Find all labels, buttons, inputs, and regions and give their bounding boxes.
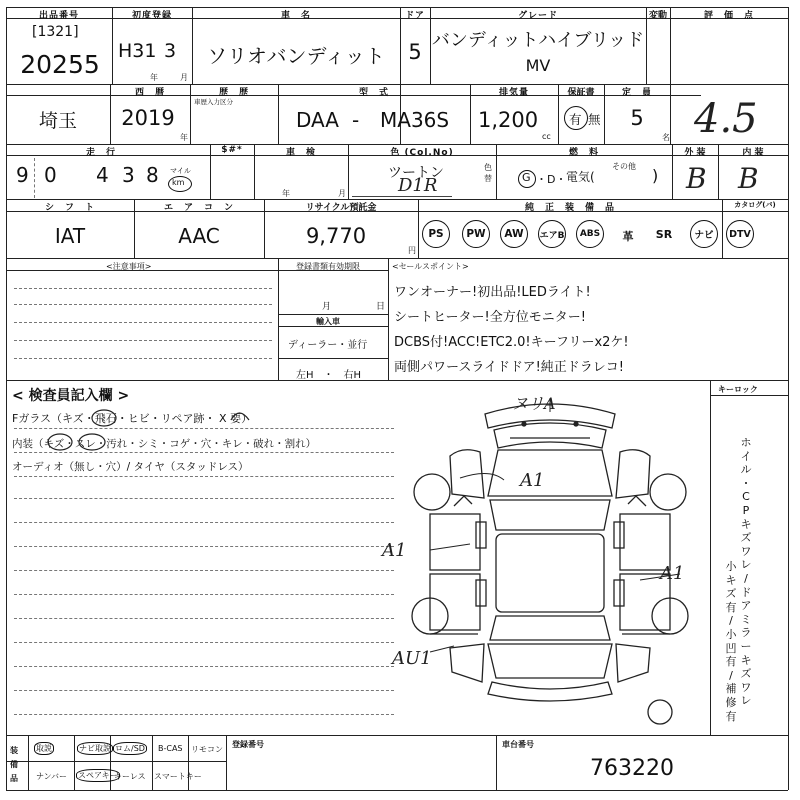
side-note-1-char: ミ xyxy=(740,612,752,626)
year-unit: 年 xyxy=(180,133,188,142)
equipment-aw: AW xyxy=(500,220,528,248)
model-dash: - xyxy=(352,108,360,132)
key-lock-label: キーロック xyxy=(718,385,758,394)
model-header: 型 式 xyxy=(358,88,389,98)
reg-doc-month: 月 xyxy=(322,302,332,312)
side-note-1-char: キ xyxy=(740,653,752,667)
mileage-unit-km: km xyxy=(172,178,185,187)
inspector-title: < 検査員記入欄 > xyxy=(12,388,130,404)
equipment-header: 純 正 装 備 品 xyxy=(524,203,615,213)
grade-line2: MV xyxy=(525,56,551,75)
side-note-1-char: / xyxy=(744,572,748,585)
side-note-2-char: 有 xyxy=(725,655,737,669)
item-remote: リモコン xyxy=(191,745,223,754)
dealer-parallel: ディーラー・並行 xyxy=(288,340,368,351)
model-code: MA36S xyxy=(380,108,450,132)
item-keyless: キーレス xyxy=(114,772,146,781)
side-note-1-char: ワ xyxy=(740,544,752,558)
fuel-electric: 電気( xyxy=(566,170,595,184)
side-note-2-char: / xyxy=(729,668,733,682)
item-bcas: B-CAS xyxy=(158,744,183,753)
history-header: 歴 歴 xyxy=(218,88,249,98)
lot-code: [1321] xyxy=(32,24,79,40)
score-value: 4.5 xyxy=(694,96,758,142)
lot-number: 20255 xyxy=(20,50,100,79)
side-note-1-char: キ xyxy=(740,517,752,531)
side-note-1-char: ア xyxy=(740,599,752,613)
equipment-leather: 革 xyxy=(622,230,634,243)
recycle-header: リサイクル預託金 xyxy=(305,203,377,213)
interior-header: 内 装 xyxy=(742,148,764,158)
equipment-navi: ナビ xyxy=(690,220,718,248)
side-note-2-char: 補 xyxy=(725,682,737,696)
side-note-1-char: ズ xyxy=(740,667,752,681)
notes-title: <注意事項> xyxy=(106,262,152,271)
interior-grade: B xyxy=(738,162,759,195)
import-header: 輸入車 xyxy=(316,317,340,326)
equipment-items-label: 装備品 xyxy=(10,746,18,783)
side-note-2-char: キ xyxy=(725,573,737,587)
catalog-header: カタログ(バ) xyxy=(734,201,776,209)
inspector-interior: 内装（キズ・スレ・汚れ・シミ・コゲ・穴・キレ・破れ・割れ） xyxy=(12,438,317,450)
mileage-header: 走 行 xyxy=(85,148,116,158)
handwriting-hood-a1: A1 xyxy=(520,470,545,491)
mileage-digit-5: 8 xyxy=(146,163,159,187)
displacement-header: 排気量 xyxy=(498,88,529,98)
handwriting-left-a1: A1 xyxy=(382,540,407,561)
displacement-unit: cc xyxy=(542,132,551,141)
warranty-no: 無 xyxy=(588,112,601,127)
inspector-windshield: Fガラス（キズ・飛石・ヒビ・リペア跡・ X 要） xyxy=(12,412,253,425)
first-reg-year-unit: 年 xyxy=(150,73,158,82)
chassis-number-header: 車台番号 xyxy=(502,740,534,749)
mileage-unit-mile: マイル xyxy=(170,167,191,175)
item-navi-manual: ナビ取説 xyxy=(79,744,111,753)
reg-doc-header: 登録書類有効期限 xyxy=(296,262,360,271)
handwriting-rear-au1: AU1 xyxy=(392,648,432,669)
side-note-1-char: ド xyxy=(740,585,752,599)
item-rom-sd: ロム/SD xyxy=(115,744,145,753)
car-name-header: 車 名 xyxy=(280,11,311,21)
door-header: ドア xyxy=(405,11,425,21)
capacity-header: 定 員 xyxy=(621,88,652,98)
aircon-value: AAC xyxy=(178,224,220,248)
item-number: ナンバー xyxy=(36,772,68,781)
lot-number-header: 出品番号 xyxy=(38,11,79,21)
side-note-2-char: 修 xyxy=(725,696,737,709)
side-note-1-char: P xyxy=(742,504,750,517)
side-note-1-char: ズ xyxy=(740,531,752,545)
side-note-2-char: 小 xyxy=(725,628,737,641)
capacity-unit: 名 xyxy=(662,133,670,142)
aircon-header: エ ア コ ン xyxy=(163,203,234,213)
mileage-digit-2: 0 xyxy=(44,163,57,187)
side-note-1-char: ホ xyxy=(740,436,752,449)
door-count: 5 xyxy=(408,40,422,64)
equipment-dtv: DTV xyxy=(726,220,754,248)
inspection-header: 車 検 xyxy=(285,148,316,158)
mileage-digit-3: 4 xyxy=(96,163,109,187)
side-note-2-char: ズ xyxy=(725,587,737,601)
exterior-header: 外 装 xyxy=(684,148,706,158)
equipment-abs: ABS xyxy=(576,220,604,248)
fuel-d: ・D・ xyxy=(536,173,567,186)
inspection-month: 月 xyxy=(338,189,346,198)
handwriting-front-paint: ヌリA xyxy=(512,394,556,413)
first-reg-month: 3 xyxy=(164,40,177,62)
item-spare-key: スペアキー xyxy=(78,771,118,780)
first-registration-header: 初度登録 xyxy=(131,11,172,21)
inspector-pen-marks xyxy=(0,380,320,460)
first-reg-era: H31 xyxy=(118,40,157,62)
fuel-other: その他 xyxy=(612,162,636,171)
grade-header: グレード xyxy=(517,11,558,21)
side-note-1-char: ル xyxy=(740,463,752,477)
side-note-1-char: ー xyxy=(740,640,752,653)
first-reg-month-unit: 月 xyxy=(180,73,188,82)
sales-line-3: DCBS付!ACC!ETC2.0!キーフリーx2ケ! xyxy=(394,335,629,350)
equipment-pw: PW xyxy=(462,220,490,248)
side-note-1-char: レ xyxy=(740,558,752,572)
dollar-header: $#* xyxy=(221,145,243,155)
color-header: 色 (Col.No) xyxy=(390,148,454,158)
displacement-value: 1,200 xyxy=(478,108,539,132)
steering-side: 左H ・ 右H xyxy=(296,370,362,381)
fuel-header: 燃 料 xyxy=(568,148,599,158)
recycle-unit: 円 xyxy=(408,246,416,255)
side-note-2-char: 有 xyxy=(725,709,737,723)
change-header: 変動 xyxy=(648,11,667,21)
recycle-value: 9,770 xyxy=(305,224,367,248)
side-note-1-char: C xyxy=(742,490,750,504)
mileage-digit-1: 9 xyxy=(16,163,29,187)
item-manual: 取説 xyxy=(36,744,52,753)
equipment-ps: PS xyxy=(422,220,450,248)
side-note-2-char: / xyxy=(729,614,733,628)
warranty-yes: 有 xyxy=(569,112,582,127)
year-value: 2019 xyxy=(121,106,175,130)
side-note-2-char: 有 xyxy=(725,600,737,614)
color-change-label: 色替 xyxy=(484,163,492,183)
mileage-digit-4: 3 xyxy=(122,163,135,187)
color-name: ツートン xyxy=(388,165,444,181)
equipment-sunroof: SR xyxy=(655,228,673,241)
color-code: D1R xyxy=(398,175,438,196)
shift-header: シ フ ト xyxy=(44,203,95,213)
car-diagram xyxy=(390,390,710,730)
shift-value: IAT xyxy=(54,224,86,248)
car-name: ソリオバンディット xyxy=(207,44,385,68)
handwriting-right-a1: A1 xyxy=(660,563,685,584)
side-note-1-char: ワ xyxy=(740,680,752,694)
inspector-audio-tire: オーディオ（無し・穴）/ タイヤ（スタッドレス） xyxy=(12,461,249,473)
equipment-airbag: エアB xyxy=(538,220,566,248)
side-note-1-char: レ xyxy=(740,694,752,708)
history-subheader: 車歴入力区分 xyxy=(194,98,233,106)
model-prefix: DAA xyxy=(296,108,339,132)
inspection-year: 年 xyxy=(282,189,290,198)
side-note-1-char: ・ xyxy=(740,476,752,490)
capacity-value: 5 xyxy=(630,106,644,130)
region: 埼玉 xyxy=(38,110,77,132)
era-header: 西 暦 xyxy=(134,88,165,98)
warranty-header: 保証書 xyxy=(567,88,595,98)
side-note-1-char: ラ xyxy=(740,626,752,640)
sales-line-2: シートヒーター!全方位モニター! xyxy=(394,310,586,325)
grade-line1: バンディットハイブリッド xyxy=(431,30,645,51)
side-note-1-char: イ xyxy=(740,449,752,463)
chassis-number: 763220 xyxy=(590,756,674,781)
registration-number-header: 登録番号 xyxy=(232,740,264,749)
fuel-close: ) xyxy=(652,166,659,185)
sales-line-4: 両側パワースライドドア!純正ドラレコ! xyxy=(394,360,624,375)
side-note-2-char: 凹 xyxy=(725,641,737,655)
reg-doc-day: 日 xyxy=(376,302,386,312)
item-smart-key: スマートキー xyxy=(154,772,202,781)
exterior-grade: B xyxy=(686,162,707,195)
side-note-2-char: 小 xyxy=(725,560,737,573)
sales-line-1: ワンオーナー!初出品!LEDライト! xyxy=(394,285,591,300)
fuel-g: G xyxy=(522,171,531,184)
sales-title: <セールスポイント> xyxy=(392,262,469,271)
score-header: 評 価 点 xyxy=(703,11,754,21)
